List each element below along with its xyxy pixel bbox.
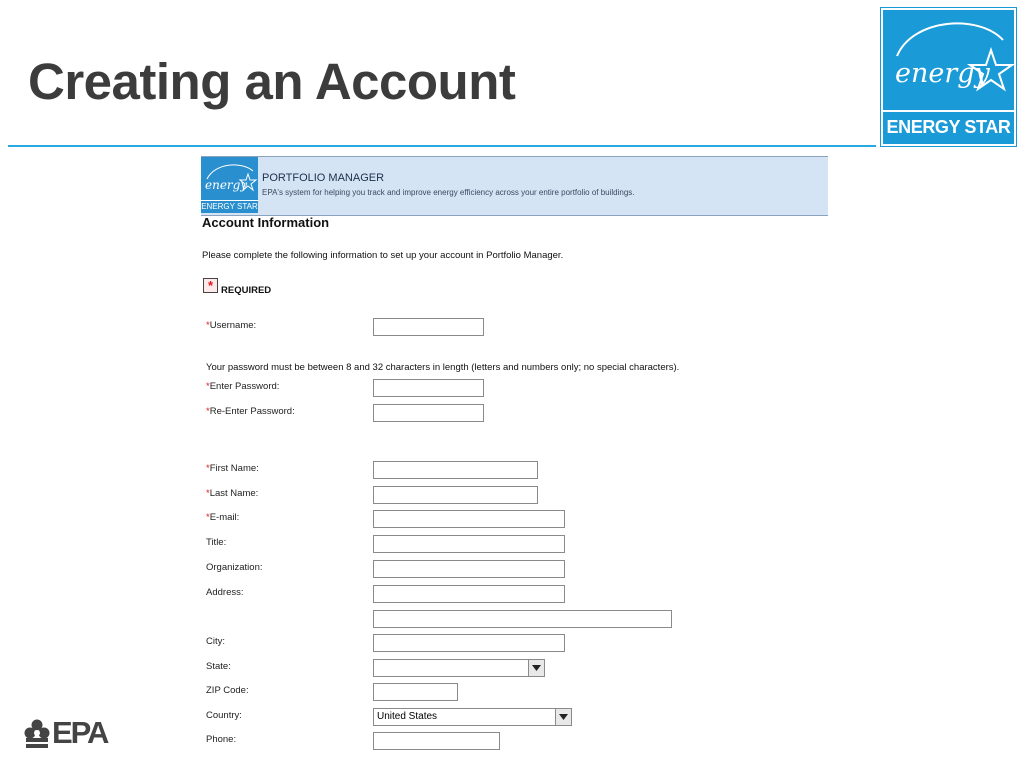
required-star: *	[206, 488, 210, 499]
address-input[interactable]	[373, 585, 565, 603]
pm-energy-script-text: energy	[205, 178, 248, 192]
re-enter-password-label: *Re-Enter Password:	[206, 406, 295, 417]
email-input[interactable]	[373, 510, 565, 528]
country-dropdown-button[interactable]	[555, 709, 571, 725]
energy-star-swoosh-icon	[883, 10, 1014, 110]
portfolio-manager-header	[201, 156, 828, 216]
portfolio-manager-subtitle: EPA's system for helping you track and improve energy efficiency across your entire portfolio of buildings.	[262, 188, 635, 197]
state-dropdown-button[interactable]	[528, 660, 544, 676]
enter-password-label: *Enter Password:	[206, 381, 280, 392]
account-information-heading: Account Information	[202, 215, 330, 230]
required-star: *	[206, 463, 210, 474]
zip-code-input[interactable]	[373, 683, 458, 701]
required-legend-label: REQUIRED	[221, 285, 272, 296]
email-label: *E-mail:	[206, 512, 240, 523]
country-select-value: United States	[377, 711, 438, 722]
password-input[interactable]	[373, 379, 484, 397]
portfolio-manager-logo	[201, 157, 258, 213]
energy-star-wordmark: ENERGY STAR	[883, 110, 1014, 144]
city-label: City:	[206, 636, 225, 647]
address-label: Address:	[206, 587, 244, 598]
first-name-input[interactable]	[373, 461, 538, 479]
required-star: *	[206, 512, 210, 523]
zip-code-label: ZIP Code:	[206, 685, 249, 696]
pm-energy-swoosh-icon	[201, 157, 258, 201]
organization-label: Organization:	[206, 562, 263, 573]
city-input[interactable]	[373, 634, 565, 652]
username-label: *Username:	[206, 320, 257, 331]
portfolio-manager-title: PORTFOLIO MANAGER	[262, 172, 385, 184]
title-divider	[8, 145, 876, 147]
chevron-down-icon	[532, 665, 541, 671]
required-star: *	[206, 406, 210, 417]
epa-logo	[24, 715, 107, 751]
state-label: State:	[206, 661, 231, 672]
phone-label: Phone:	[206, 734, 237, 745]
epa-logo-text: EPA	[52, 715, 108, 750]
country-label: Country:	[206, 710, 242, 721]
chevron-down-icon	[559, 714, 568, 720]
slide-title: Creating an Account	[28, 53, 516, 110]
required-star: *	[206, 320, 210, 331]
country-select[interactable]	[373, 708, 572, 726]
username-input[interactable]	[373, 318, 484, 336]
form-intro-text: Please complete the following information to set up your account in Portfolio Manager.	[202, 250, 564, 261]
phone-input[interactable]	[373, 732, 500, 750]
last-name-input[interactable]	[373, 486, 538, 504]
organization-input[interactable]	[373, 560, 565, 578]
energy-script-text: energy	[895, 58, 990, 89]
last-name-label: *Last Name:	[206, 488, 259, 499]
confirm-password-input[interactable]	[373, 404, 484, 422]
pm-logo-wordmark: ENERGY STAR	[201, 202, 258, 211]
first-name-label: *First Name:	[206, 463, 259, 474]
epa-flower-icon	[24, 718, 50, 748]
title-input[interactable]	[373, 535, 565, 553]
required-star: *	[206, 381, 210, 392]
required-marker-icon: *	[203, 278, 218, 293]
portfolio-manager-screenshot	[201, 156, 829, 766]
password-requirements-note: Your password must be between 8 and 32 characters in length (letters and numbers only; no special characters).	[206, 362, 680, 373]
state-select[interactable]	[373, 659, 545, 677]
title-label: Title:	[206, 537, 227, 548]
energy-star-logo	[881, 8, 1016, 146]
address-line2-input[interactable]	[373, 610, 672, 628]
